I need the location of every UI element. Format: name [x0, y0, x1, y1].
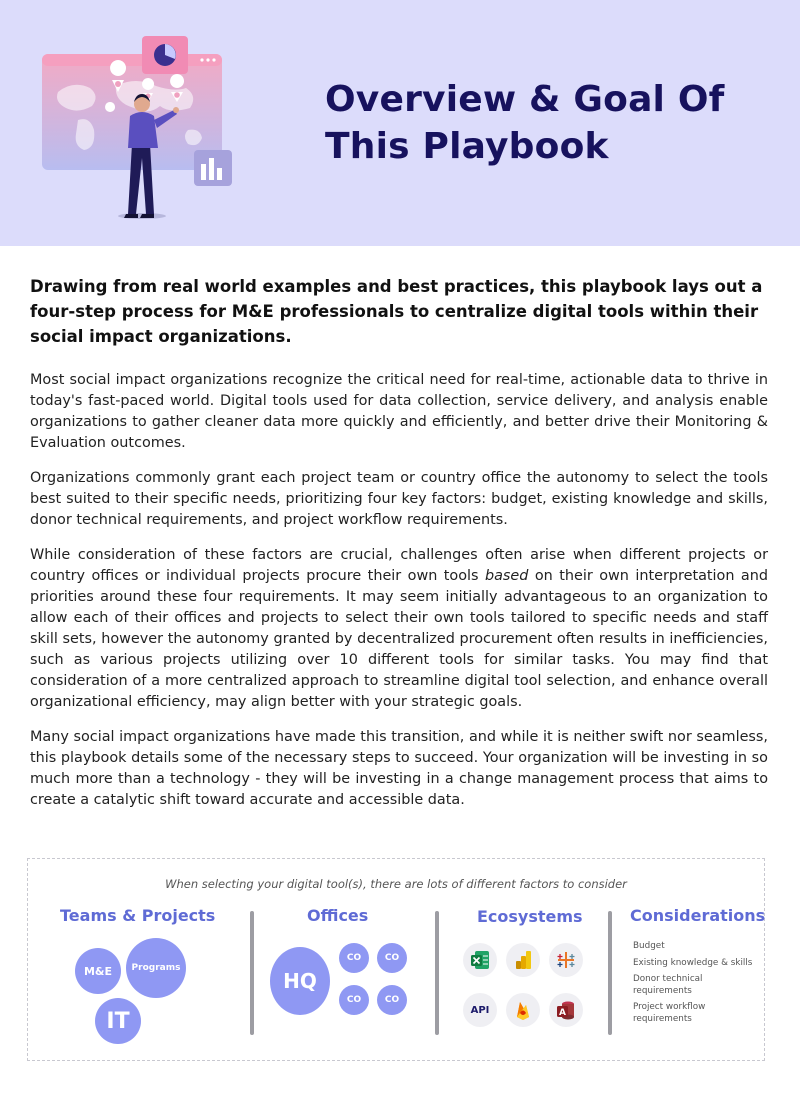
consideration-item-donor: Donor technical requirements — [633, 974, 703, 996]
considerations-list — [633, 941, 758, 1030]
it-bubble: IT — [95, 998, 141, 1044]
offices-title: Offices — [307, 906, 369, 925]
paragraph-1: Most social impact organizations recognize the critical need for real-time, actionable data to thrive in today's fast-paced world. Digital tools used for data collection, service delivery, and analysis enable organizations to gather cleaner data more quickly and efficiently, and better drive their Monitoring & Evaluation outcomes. — [30, 372, 768, 451]
paragraph-3-part-2: on their own interpretation and priorities around these four requirements. It may seem initially advantageous to an organization to allow each of their offices and projects to select their own tools tailored to specific needs and staff skill sets, however the autonomy granted by decentralized procurement often results in inefficiencies, such as various projects utilizing over 10 different tools for similar tasks. You may find that consideration of a more centralized approach to streamline digital tool selection, and enhance overall organizational efficiency, may align better with your strategic goals. — [30, 568, 768, 710]
tableau-icon — [549, 943, 583, 977]
firebase-icon — [506, 993, 540, 1027]
column-divider — [435, 911, 439, 1035]
paragraph-4: Many social impact organizations have made this transition, and while it is neither swift nor seamless, this playbook details some of the necessary steps to succeed. Your organization will be investing in so much more than a technology - they will be investing in a change management process that aims to create a catalytic shift toward accurate and accessible data. — [30, 729, 768, 808]
factors-box — [27, 858, 765, 1061]
svg-text:A: A — [559, 1008, 566, 1018]
considerations-title: Considerations — [630, 906, 766, 925]
page-title — [325, 76, 725, 170]
teams-projects-title: Teams & Projects — [60, 906, 216, 925]
paragraph-2: Organizations commonly grant each project team or country office the autonomy to select the tools best suited to their specific needs, prioritizing four key factors: budget, existing knowledge and skills, donor technical requirements, and project workflow requirements. — [30, 470, 768, 528]
hq-bubble: HQ — [270, 947, 330, 1015]
co-bubble: CO — [339, 943, 369, 973]
api-label: API — [470, 1004, 490, 1016]
access-icon — [549, 993, 583, 1027]
body-content — [30, 274, 768, 825]
page-title-line-2: This Playbook — [325, 126, 609, 167]
consideration-item-budget: Budget — [633, 941, 665, 951]
factors-caption: When selecting your digital tool(s), there are lots of different factors to consider — [165, 877, 627, 891]
ecosystems-title: Ecosystems — [477, 907, 583, 926]
paragraph-3-emphasis: based — [484, 568, 529, 584]
lead-paragraph: Drawing from real world examples and best practices, this playbook lays out a four-step process for M&E professionals to centralize digital tools within their social impact organizations. — [30, 277, 763, 346]
me-bubble: M&E — [75, 948, 121, 994]
powerbi-icon — [506, 943, 540, 977]
column-divider — [608, 911, 612, 1035]
column-divider — [250, 911, 254, 1035]
co-bubble: CO — [377, 985, 407, 1015]
programs-bubble: Programs — [126, 938, 186, 998]
consideration-item-knowledge: Existing knowledge & skills — [633, 957, 753, 968]
excel-icon — [463, 943, 497, 977]
consideration-item-workflow: Project workflow requirements — [633, 1002, 706, 1024]
page-title-line-1: Overview & Goal Of — [325, 79, 725, 120]
co-bubble: CO — [377, 943, 407, 973]
paragraph-3 — [30, 545, 768, 713]
paragraph-3-part-1: While consideration of these factors are crucial, challenges often arise when different projects or country offices or individual projects procure their own tools — [30, 547, 768, 584]
api-icon — [463, 993, 497, 1027]
header-banner — [0, 0, 800, 246]
co-bubble: CO — [339, 985, 369, 1015]
world-map-illustration — [38, 32, 248, 222]
